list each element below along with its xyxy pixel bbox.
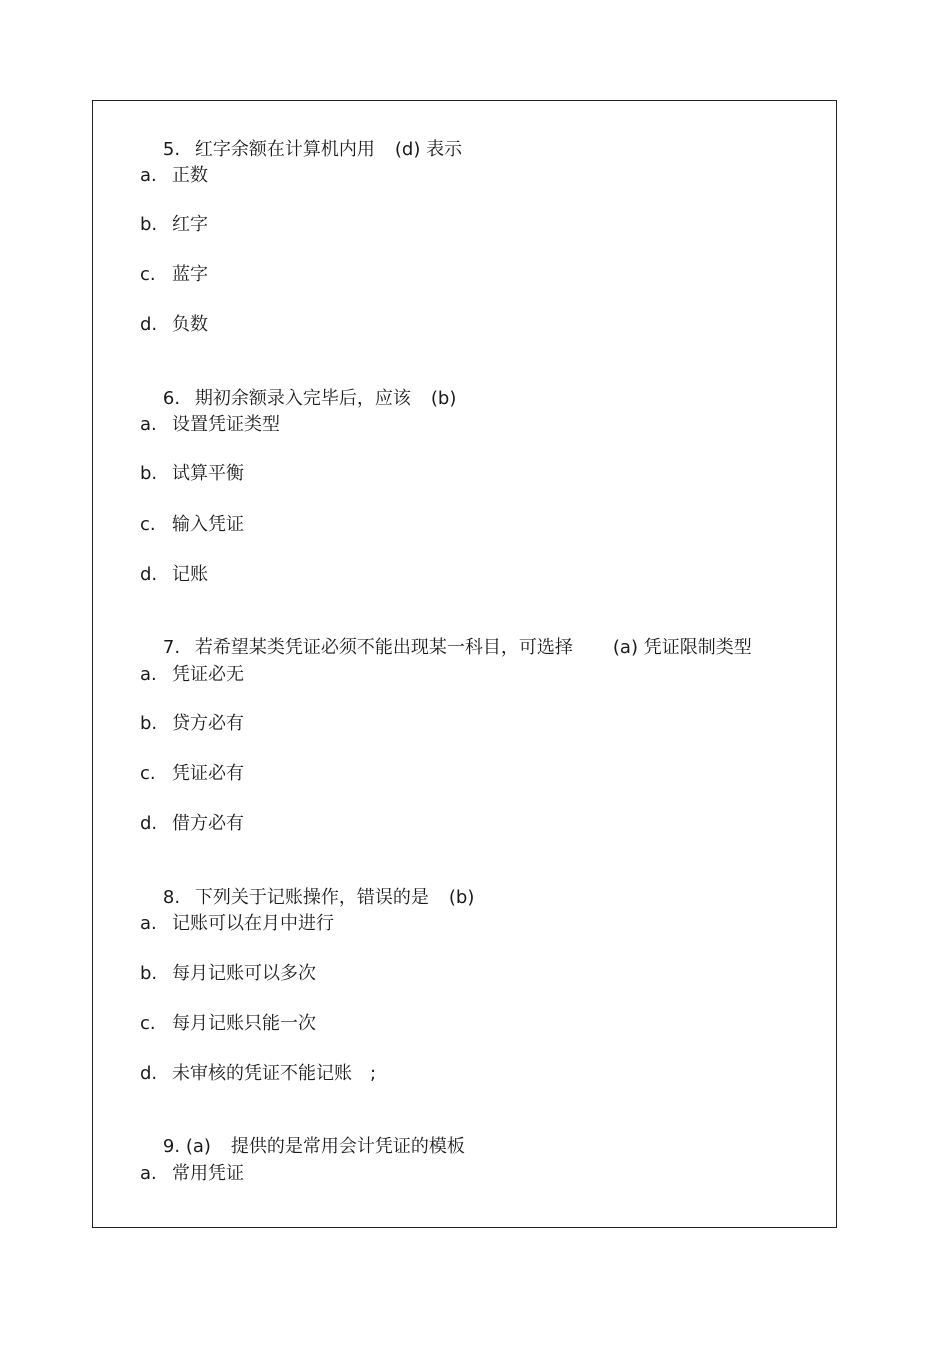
option-text: 蓝字 <box>172 264 208 285</box>
option-6a <box>140 413 280 437</box>
option-label: b. <box>140 463 158 484</box>
option-label: b. <box>140 214 158 235</box>
option-label: b. <box>140 963 158 984</box>
option-text: 记账可以在月中进行 <box>172 913 334 934</box>
option-label: a. <box>140 913 157 934</box>
option-label: d. <box>140 314 158 335</box>
option-6d <box>140 563 208 587</box>
option-label: a. <box>140 664 157 685</box>
option-7a <box>140 663 244 687</box>
option-7c <box>140 762 244 786</box>
option-text: 未审核的凭证不能记账 ; <box>172 1063 377 1084</box>
question-number: 5. <box>162 139 181 160</box>
option-label: d. <box>140 1063 158 1084</box>
option-text: 每月记账可以多次 <box>172 963 316 984</box>
option-text: 记账 <box>172 564 208 585</box>
option-label: b. <box>140 713 158 734</box>
option-text: 借方必有 <box>172 813 244 834</box>
option-text: 正数 <box>172 165 208 186</box>
question-text: 提供的是常用会计凭证的模板 <box>230 1136 465 1157</box>
option-label: a. <box>140 414 157 435</box>
question-tail: 表示 <box>426 139 463 160</box>
option-label: c. <box>140 264 156 285</box>
option-text: 每月记账只能一次 <box>172 1013 316 1034</box>
option-6c <box>140 513 244 537</box>
option-label: d. <box>140 564 158 585</box>
option-label: a. <box>140 165 157 186</box>
question-tail: 凭证限制类型 <box>643 637 752 658</box>
question-text: 若希望某类凭证必须不能出现某一科目，可选择 <box>194 637 573 658</box>
question-answer: (d) <box>394 139 421 160</box>
question-number: 7. <box>162 637 181 658</box>
option-text: 设置凭证类型 <box>172 414 280 435</box>
option-text: 负数 <box>172 314 208 335</box>
question-number: 6. <box>162 388 181 409</box>
question-answer: (b) <box>448 887 475 908</box>
question-text: 红字余额在计算机内用 <box>194 139 375 160</box>
option-text: 输入凭证 <box>172 514 244 535</box>
option-7d <box>140 812 244 836</box>
option-6b <box>140 462 244 486</box>
option-label: a. <box>140 1163 157 1184</box>
option-label: c. <box>140 514 156 535</box>
option-7b <box>140 712 244 736</box>
option-9a <box>140 1162 244 1186</box>
option-8a <box>140 912 334 936</box>
option-label: c. <box>140 763 156 784</box>
question-number: 9. <box>162 1136 181 1157</box>
option-text: 凭证必无 <box>172 664 244 685</box>
option-label: d. <box>140 813 158 834</box>
question-answer: (a) <box>612 637 638 658</box>
question-answer: (a) <box>185 1136 211 1157</box>
question-number: 8. <box>162 887 181 908</box>
option-text: 凭证必有 <box>172 763 244 784</box>
option-text: 试算平衡 <box>172 463 244 484</box>
option-5d <box>140 313 208 337</box>
option-8c <box>140 1012 316 1036</box>
question-text: 下列关于记账操作，错误的是 <box>194 887 429 908</box>
option-8b <box>140 962 316 986</box>
option-text: 贷方必有 <box>172 713 244 734</box>
option-8d <box>140 1062 376 1086</box>
option-5b <box>140 213 208 237</box>
question-text: 期初余额录入完毕后，应该 <box>194 388 411 409</box>
option-text: 常用凭证 <box>172 1163 244 1184</box>
option-text: 红字 <box>172 214 208 235</box>
option-label: c. <box>140 1013 156 1034</box>
question-answer: (b) <box>430 388 457 409</box>
option-5c <box>140 263 208 287</box>
option-5a <box>140 164 208 188</box>
